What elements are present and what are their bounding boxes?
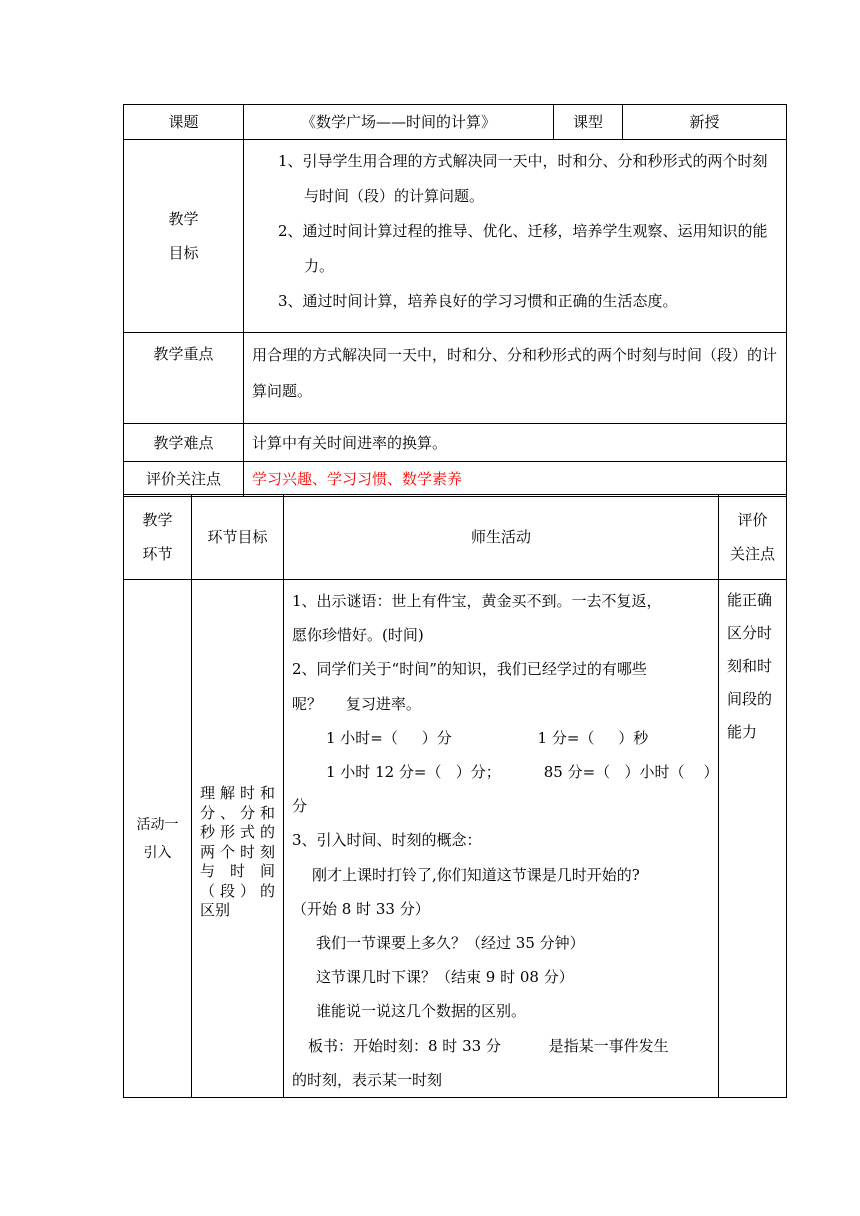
activity1-focus-line: 间段的 — [727, 690, 773, 708]
activity1-focus-line: 区分时 — [727, 624, 773, 642]
stage-header-line1: 教学 — [142, 511, 173, 529]
focus-header — [719, 495, 787, 580]
objectives-label-line2: 目标 — [168, 244, 199, 262]
activity1-line: 愿你珍惜好。(时间) — [292, 626, 424, 645]
objectives-content — [244, 140, 787, 333]
activity1-line: 1、出示谜语：世上有件宝，黄金买不到。一去不复返， — [292, 592, 662, 610]
activity1-goal-line: 与 时 间 — [200, 862, 275, 881]
activity1-focus-line: 能正确 — [727, 591, 773, 609]
activity1-goal-line: 秒形式的 — [200, 823, 275, 842]
focus-header-line2: 关注点 — [729, 545, 775, 563]
activity1-line: 1 小时 12 分=（ ）分； 85 分=（ ）小时（ ） — [326, 763, 719, 782]
activity1-focus — [719, 580, 787, 1098]
focus-header-line1: 评价 — [737, 511, 768, 529]
key-points-text: 用合理的方式解决同一天中，时和分、分和秒形式的两个时刻与时间（段）的计算问题。 — [244, 333, 787, 424]
objective-item: 3、通过时间计算，培养良好的学习习惯和正确的生活态度。 — [278, 292, 678, 310]
activity-header: 师生活动 — [284, 495, 719, 580]
activity1-content — [284, 580, 719, 1098]
activity1-goal-line: 理解时和 — [200, 784, 275, 803]
activity1-line: 这节课几时下课？（结束 9 时 08 分） — [316, 968, 574, 987]
evaluation-label: 评价关注点 — [124, 462, 244, 497]
key-points-label: 教学重点 — [124, 333, 244, 424]
teaching-process-table — [123, 494, 787, 1098]
activity1-line: 分 — [292, 797, 308, 816]
activity1-goal-line: 分、分和 — [200, 803, 275, 822]
activity1-line: （开始 8 时 33 分） — [292, 899, 430, 918]
activity1-goal-line: 区别 — [200, 901, 231, 920]
activity1-goal — [192, 580, 284, 1098]
activity1-goal-line: 两个时刻 — [200, 842, 275, 861]
activity1-line: 的时刻，表示某一时刻 — [292, 1070, 443, 1089]
activity1-line: 刚才上课时打铃了,你们知道这节课是几时开始的? — [312, 865, 640, 884]
activity1-focus-line: 能力 — [727, 723, 758, 741]
stage-header-line2: 环节 — [142, 545, 173, 563]
activity1-line: 呢？ 复习进率。 — [292, 694, 421, 713]
activity1-line: 我们一节课要上多久？（经过 35 分钟） — [316, 934, 585, 953]
activity1-stage — [124, 580, 192, 1098]
lesson-type-value: 新授 — [623, 105, 787, 140]
activity1-line: 1 小时=（ ）分 1 分=（ ）秒 — [326, 728, 649, 747]
objective-item: 1、引导学生用合理的方式解决同一天中，时和分、分和秒形式的两个时刻与时间（段）的计算问题。 — [278, 152, 768, 205]
topic-value: 《数学广场——时间的计算》 — [244, 105, 554, 140]
stage-header — [124, 495, 192, 580]
activity1-line: 2、同学们关于“时间”的知识，我们已经学过的有哪些 — [292, 660, 647, 679]
activity1-line: 3、引入时间、时刻的概念： — [292, 831, 482, 850]
lesson-info-table — [123, 104, 787, 497]
topic-label: 课题 — [124, 105, 244, 140]
goal-header: 环节目标 — [192, 495, 284, 580]
activity1-goal-line: （段）的 — [200, 881, 275, 900]
activity1-stage-line2: 引入 — [143, 844, 172, 861]
activity1-line: 板书：开始时刻：8 时 33 分 是指某一事件发生 — [308, 1036, 669, 1055]
difficulties-text: 计算中有关时间进率的换算。 — [244, 424, 787, 462]
objectives-label-line1: 教学 — [168, 210, 199, 228]
objective-item: 2、通过时间计算过程的推导、优化、迁移，培养学生观察、运用知识的能力。 — [278, 222, 768, 275]
objectives-label — [124, 140, 244, 333]
activity1-stage-line1: 活动一 — [136, 816, 179, 833]
evaluation-text: 学习兴趣、学习习惯、数学素养 — [244, 462, 787, 497]
activity1-focus-line: 刻和时 — [727, 657, 773, 675]
activity1-line: 谁能说一说这几个数据的区别。 — [316, 1002, 527, 1021]
lesson-type-label: 课型 — [554, 105, 623, 140]
difficulties-label: 教学难点 — [124, 424, 244, 462]
